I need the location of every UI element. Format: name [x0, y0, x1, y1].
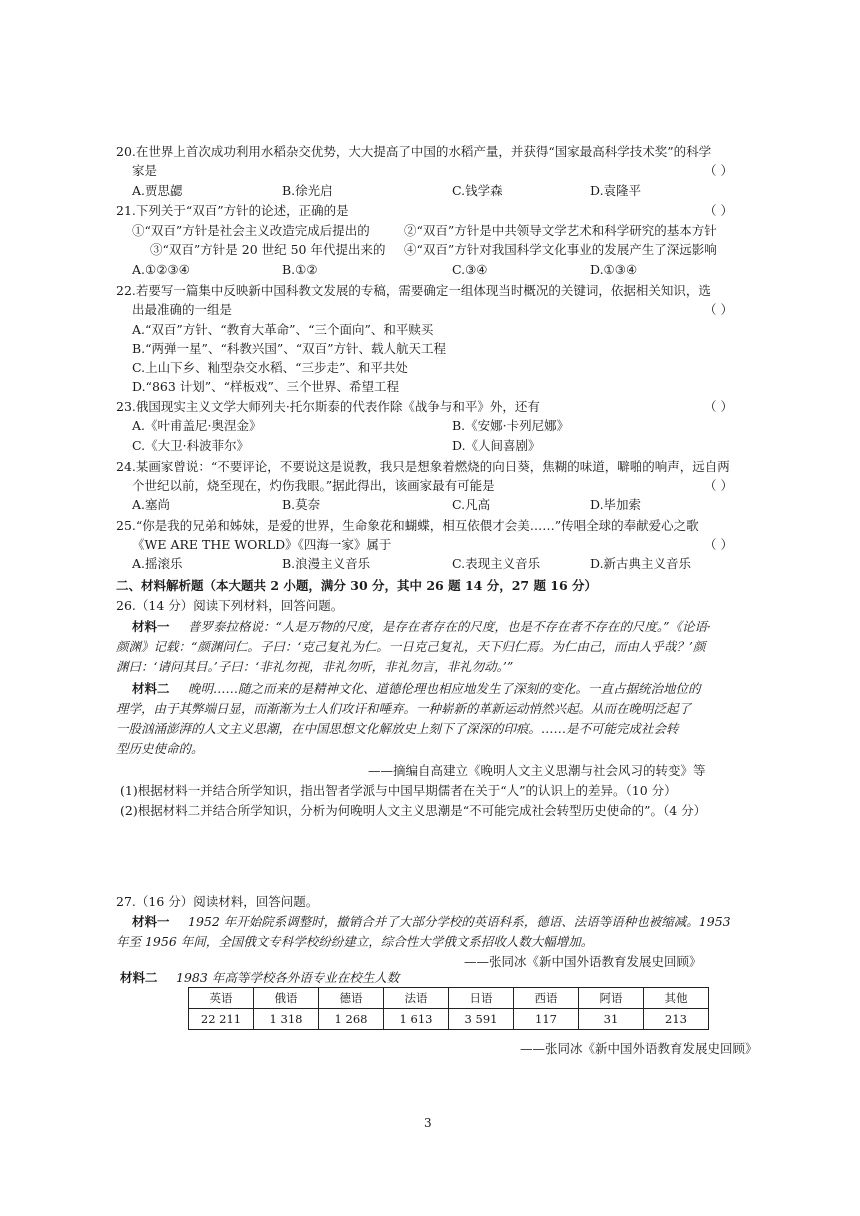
q23-option-d: D.《人间喜剧》	[452, 438, 541, 453]
q20-option-a: A.贾思勰	[132, 183, 183, 198]
section-2-heading: 二、材料解析题（本大题共 2 小题，满分 30 分，其中 26 题 14 分，27 题 16 分）	[116, 578, 598, 593]
table-header-row	[189, 988, 709, 1009]
q23-option-b: B.《安娜·卡列尼娜》	[452, 418, 570, 433]
q22-stem-line2: 出最准确的一组是	[132, 302, 233, 317]
q26-material-2-line2: 理学，由于其弊端日显，而渐渐为士人们攻讦和唾弃。一种崭新的革新运动悄然兴起。从而在晚明泛起了	[116, 701, 692, 716]
table-header-cell: 其他	[644, 988, 709, 1009]
q27-material-1-line2: 年至 1956 年间，全国俄文专科学校纷纷建立，综合性大学俄文系招收人数大幅增加。	[116, 934, 594, 949]
q25-stem-line1: 25.“你是我的兄弟和姊妹，是爱的世界，生命象花和蝴蝶，相互依偎才会美……”传唱全球的奉献爱心之歌	[116, 518, 699, 533]
table-header-cell: 法语	[384, 988, 449, 1009]
q26-material-2-line1: 晚明……随之而来的是精神文化、道德伦理也相应地发生了深刻的变化。一直占据统治地位的	[188, 681, 701, 696]
q22-option-a: A.“双百”方针、“教育大革命”、“三个面向”、和平赎买	[132, 322, 434, 337]
q20-option-d: D.袁隆平	[590, 183, 642, 198]
q24-option-a: A.塞尚	[132, 497, 171, 512]
table-header-cell: 英语	[189, 988, 254, 1009]
q21-answer-paren: （ ）	[704, 203, 733, 218]
q25-option-d: D.新古典主义音乐	[590, 556, 692, 571]
q26-material-2-line4: 型历史使命的。	[116, 741, 204, 756]
q26-material-1-label: 材料一	[132, 619, 170, 634]
q22-stem-line1: 22.若要写一篇集中反映新中国科教文发展的专稿，需要确定一组体现当时概况的关键词，依据相关知识，选	[116, 283, 711, 298]
table-cell: 1 318	[254, 1009, 319, 1030]
table-header-cell: 俄语	[254, 988, 319, 1009]
q27-material-1-line1: 1952 年开始院系调整时，撤销合并了大部分学校的英语科系，德语、法语等语种也被缩减。1953	[188, 914, 731, 929]
table-header-cell: 德语	[319, 988, 384, 1009]
table-header-cell: 西语	[514, 988, 579, 1009]
q23-option-c: C.《大卫·科波菲尔》	[132, 438, 250, 453]
enrollment-table	[188, 987, 709, 1030]
q26-material-2-label: 材料二	[132, 681, 170, 696]
q21-statement-4: ④“双百”方针对我国科学文化事业的发展产生了深远影响	[404, 242, 717, 257]
q21-statement-2: ②“双百”方针是中共领导文学艺术和科学研究的基本方针	[404, 223, 717, 238]
table-cell: 1 268	[319, 1009, 384, 1030]
q20-option-b: B.徐光启	[282, 183, 333, 198]
q25-option-c: C.表现主义音乐	[452, 556, 541, 571]
table-row	[189, 1009, 709, 1030]
q24-option-c: C.凡高	[452, 497, 491, 512]
q22-option-b: B.“两弹一星”、“科教兴国”、“双百”方针、载人航天工程	[132, 341, 447, 356]
table-cell: 22 211	[189, 1009, 254, 1030]
q25-stem-line2: 《WE ARE THE WORLD》《四海一家》属于	[132, 537, 392, 552]
table-cell: 213	[644, 1009, 709, 1030]
q24-option-d: D.毕加索	[590, 497, 642, 512]
q26-material-1-line1: 普罗泰拉格说：“人是万物的尺度，是存在者存在的尺度，也是不存在者不存在的尺度。”《论语·	[188, 619, 712, 634]
q23-answer-paren: （ ）	[704, 399, 733, 414]
table-cell: 3 591	[449, 1009, 514, 1030]
q22-option-d: D.“863 计划”、“样板戏”、三个世界、希望工程	[132, 379, 399, 394]
table-header-cell: 阿语	[579, 988, 644, 1009]
q20-option-c: C.钱学森	[452, 183, 503, 198]
q21-option-c: C.③④	[452, 262, 488, 277]
q20-stem-line2: 家是	[132, 163, 158, 178]
table-cell: 31	[579, 1009, 644, 1030]
q27-material-2-label: 材料二	[120, 970, 158, 985]
q26-question-1: (1)根据材料一并结合所学知识，指出智者学派与中国早期儒者在关于“人”的认识上的差异。（10 分）	[120, 783, 677, 798]
q26-intro: 26.（14 分）阅读下列材料，回答问题。	[116, 598, 344, 613]
q24-stem-line1: 24.某画家曾说：“不要评论，不要说这是说教，我只是想象着燃烧的向日葵，焦糊的味道，噼啪的响声，远自两	[116, 459, 730, 474]
q21-stem: 21.下列关于“双百”方针的论述，正确的是	[116, 203, 349, 218]
table-header-cell: 日语	[449, 988, 514, 1009]
q20-answer-paren: （ ）	[704, 163, 733, 178]
q21-option-a: A.①②③④	[132, 262, 190, 277]
table-cell: 117	[514, 1009, 579, 1030]
q27-material-1-label: 材料一	[132, 914, 170, 929]
q26-material-2-source: ——摘编自高建立《晚明人文主义思潮与社会风习的转变》等	[368, 763, 706, 778]
q27-material-1-source: ——张同冰《新中国外语教育发展史回顾》	[464, 954, 702, 969]
q21-option-d: D.①③④	[590, 262, 638, 277]
q22-option-c: C.上山下乡、籼型杂交水稻、“三步走”、和平共处	[132, 360, 408, 375]
q25-answer-paren: （ ）	[704, 537, 733, 552]
q23-stem: 23.俄国现实主义文学大师列夫·托尔斯泰的代表作除《战争与和平》外，还有	[116, 399, 540, 414]
q25-option-b: B.浪漫主义音乐	[282, 556, 371, 571]
page-number: 3	[424, 1116, 432, 1130]
q26-material-1-line2: 颜渊》记载：“颜渊问仁。子曰：‘克己复礼为仁。一日克己复礼，天下归仁焉。为仁由己，而由人乎哉？’颜	[116, 639, 706, 654]
q24-option-b: B.莫奈	[282, 497, 321, 512]
q26-material-1-line3: 渊曰：‘请问其目。’子曰：‘非礼勿视，非礼勿听，非礼勿言，非礼勿动。’”	[116, 659, 514, 674]
q23-option-a: A.《叶甫盖尼·奥涅金》	[132, 418, 262, 433]
q25-option-a: A.摇滚乐	[132, 556, 183, 571]
q21-statement-3: ③“双百”方针是 20 世纪 50 年代提出来的	[150, 242, 386, 257]
q27-table-title: 1983 年高等学校各外语专业在校生人数	[176, 970, 400, 985]
q27-material-2-source: ——张同冰《新中国外语教育发展史回顾》	[520, 1041, 758, 1056]
q26-material-2-line3: 一股汹涌澎湃的人文主义思潮，在中国思想文化解放史上刻下了深深的印痕。……是不可能完成社会转	[116, 721, 679, 736]
q24-answer-paren: （ ）	[704, 478, 733, 493]
q24-stem-line2: 个世纪以前，烧至现在，灼伤我眼。”据此得出，该画家最有可能是	[132, 478, 495, 493]
table-cell: 1 613	[384, 1009, 449, 1030]
q26-question-2: (2)根据材料二并结合所学知识，分析为何晚明人文主义思潮是“不可能完成社会转型历史使命的”。（4 分）	[120, 803, 707, 818]
q21-option-b: B.①②	[282, 262, 318, 277]
q27-intro: 27.（16 分）阅读材料，回答问题。	[116, 894, 319, 909]
q22-answer-paren: （ ）	[704, 302, 733, 317]
q20-stem-line1: 20.在世界上首次成功利用水稻杂交优势，大大提高了中国的水稻产量，并获得“国家最高科学技术奖”的科学	[116, 144, 712, 159]
q21-statement-1: ①“双百”方针是社会主义改造完成后提出的	[132, 223, 370, 238]
